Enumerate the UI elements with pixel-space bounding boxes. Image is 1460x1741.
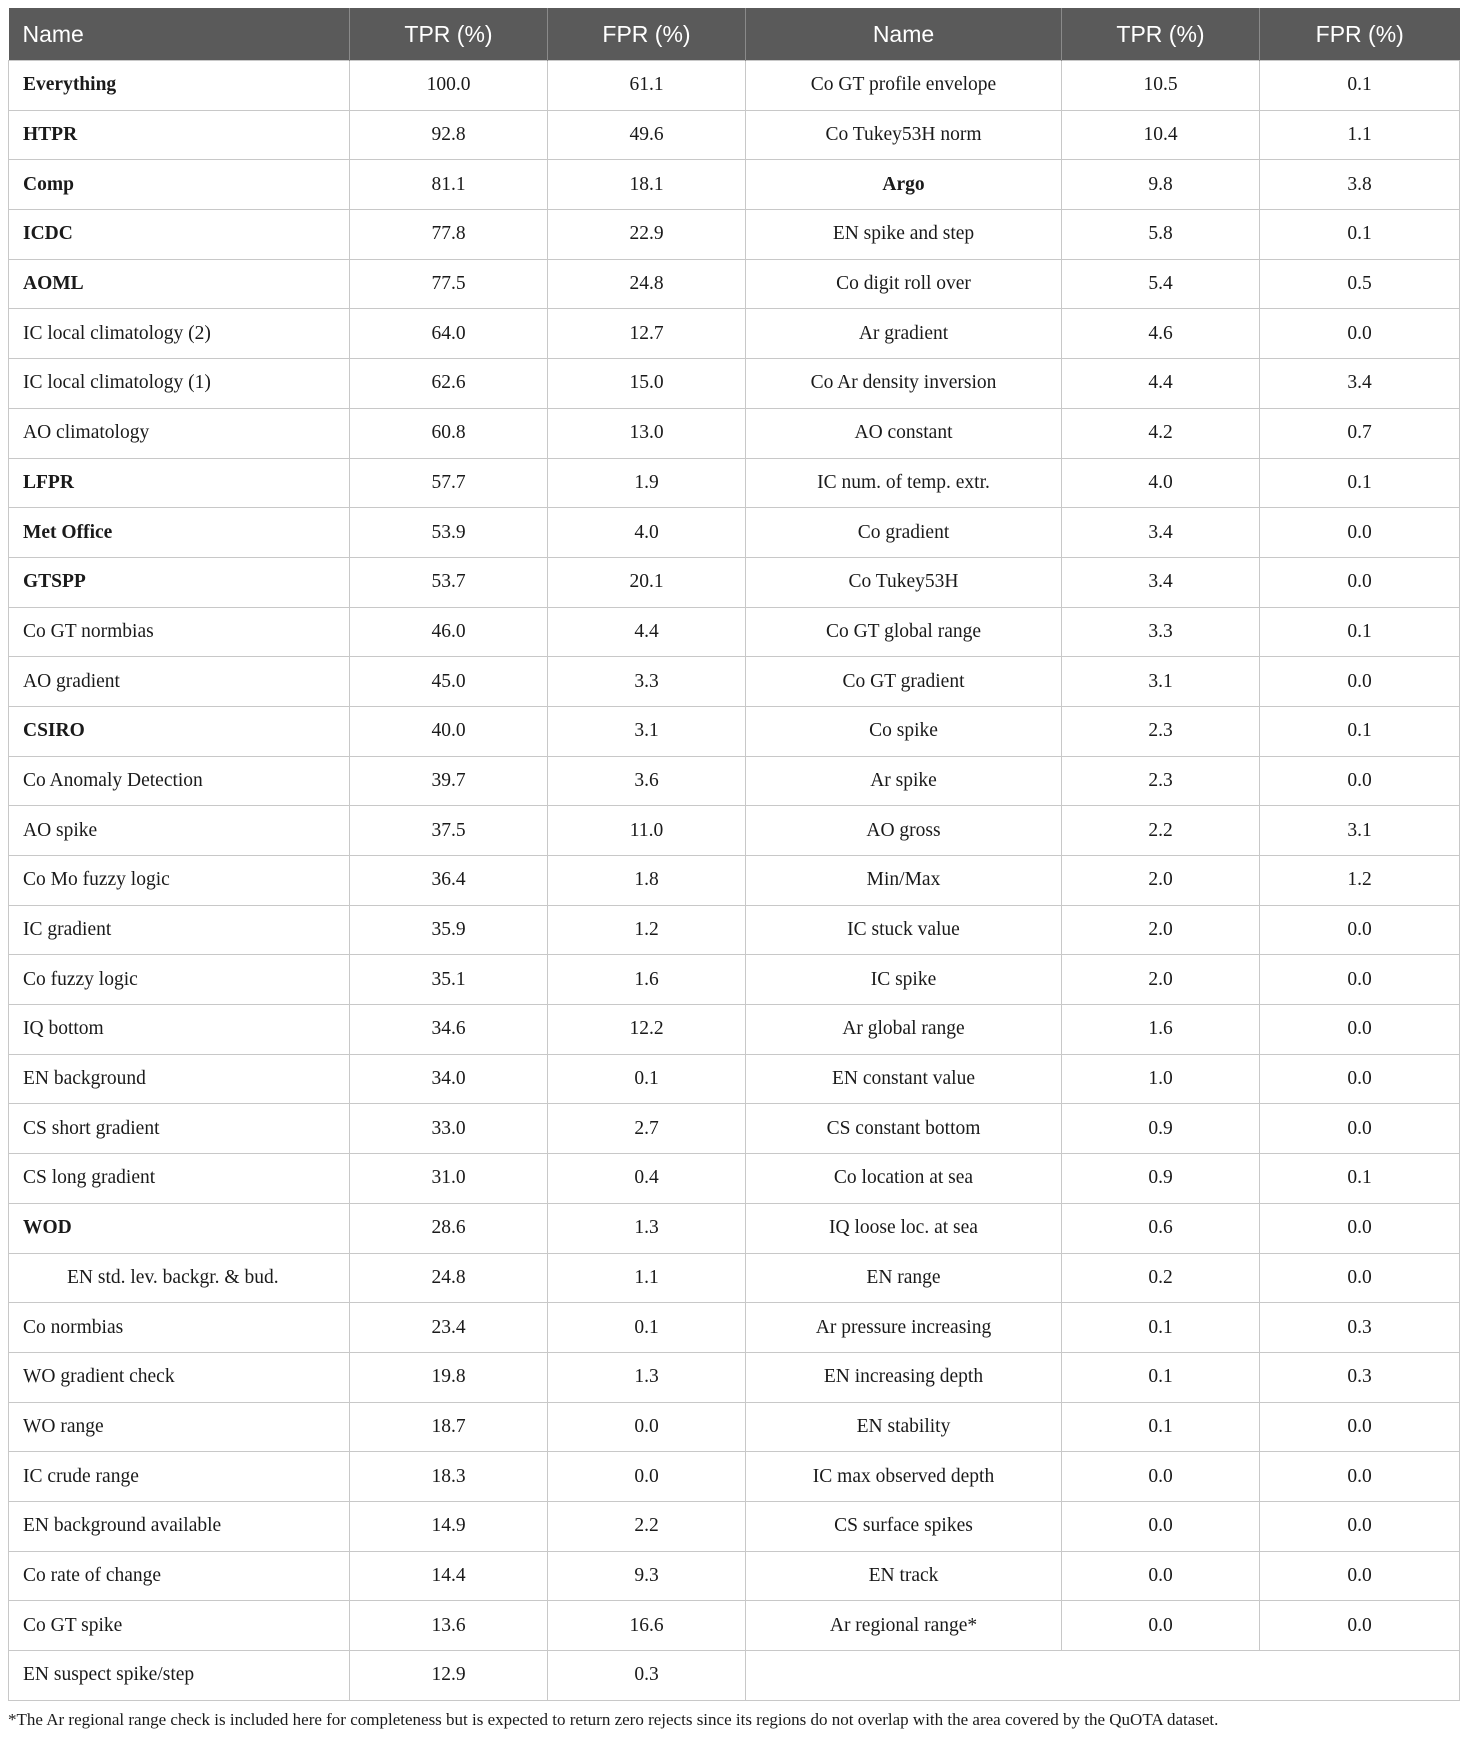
left-fpr-value: 15.0 (548, 359, 746, 409)
left-check-name: HTPR (9, 110, 350, 160)
right-fpr-value: 0.1 (1260, 458, 1460, 508)
right-tpr-value: 2.0 (1062, 856, 1260, 906)
left-fpr-value: 0.3 (548, 1651, 746, 1701)
right-tpr-value: 10.4 (1062, 110, 1260, 160)
table-row (9, 1551, 1460, 1601)
header-name-right: Name (746, 8, 1062, 61)
left-fpr-value: 4.0 (548, 508, 746, 558)
table-row (9, 1501, 1460, 1551)
left-tpr-value: 46.0 (350, 607, 548, 657)
right-fpr-value: 0.0 (1260, 1253, 1460, 1303)
left-tpr-value: 53.9 (350, 508, 548, 558)
left-check-name: Co Mo fuzzy logic (9, 856, 350, 906)
right-check-name: Ar regional range* (746, 1601, 1062, 1651)
left-tpr-value: 35.1 (350, 955, 548, 1005)
left-fpr-value: 61.1 (548, 61, 746, 111)
left-check-name: IC local climatology (2) (9, 309, 350, 359)
right-tpr-value: 2.0 (1062, 955, 1260, 1005)
right-check-name: IC spike (746, 955, 1062, 1005)
right-check-name: Ar gradient (746, 309, 1062, 359)
table-row (9, 110, 1460, 160)
left-check-name: Co Anomaly Detection (9, 756, 350, 806)
left-tpr-value: 36.4 (350, 856, 548, 906)
table-row (9, 1253, 1460, 1303)
right-check-name: Co GT gradient (746, 657, 1062, 707)
left-tpr-value: 33.0 (350, 1104, 548, 1154)
left-check-name: Co GT spike (9, 1601, 350, 1651)
left-check-name: Co normbias (9, 1303, 350, 1353)
left-tpr-value: 18.7 (350, 1402, 548, 1452)
left-check-name: Co GT normbias (9, 607, 350, 657)
right-check-name: Co location at sea (746, 1154, 1062, 1204)
right-check-name: CS surface spikes (746, 1501, 1062, 1551)
left-check-name: CS short gradient (9, 1104, 350, 1154)
right-tpr-value: 0.9 (1062, 1104, 1260, 1154)
right-fpr-value: 0.0 (1260, 309, 1460, 359)
left-fpr-value: 18.1 (548, 160, 746, 210)
right-fpr-value: 0.1 (1260, 706, 1460, 756)
right-fpr-value: 0.1 (1260, 1154, 1460, 1204)
right-tpr-value: 3.1 (1062, 657, 1260, 707)
left-fpr-value: 2.7 (548, 1104, 746, 1154)
right-check-name: Co digit roll over (746, 259, 1062, 309)
right-fpr-value: 0.0 (1260, 508, 1460, 558)
table-row (9, 309, 1460, 359)
left-fpr-value: 0.0 (548, 1402, 746, 1452)
left-tpr-value: 37.5 (350, 806, 548, 856)
left-fpr-value: 1.6 (548, 955, 746, 1005)
left-fpr-value: 12.2 (548, 1005, 746, 1055)
right-check-name: EN constant value (746, 1054, 1062, 1104)
left-check-name: EN suspect spike/step (9, 1651, 350, 1701)
right-fpr-value: 0.0 (1260, 1551, 1460, 1601)
left-tpr-value: 14.9 (350, 1501, 548, 1551)
right-check-name: IC max observed depth (746, 1452, 1062, 1502)
right-check-name: EN stability (746, 1402, 1062, 1452)
left-tpr-value: 23.4 (350, 1303, 548, 1353)
right-tpr-value: 2.2 (1062, 806, 1260, 856)
table-row (9, 1402, 1460, 1452)
table-row (9, 557, 1460, 607)
right-fpr-value: 1.2 (1260, 856, 1460, 906)
left-tpr-value: 40.0 (350, 706, 548, 756)
header-row (9, 8, 1460, 61)
right-fpr-value: 0.5 (1260, 259, 1460, 309)
left-check-name: EN std. lev. backgr. & bud. (9, 1253, 350, 1303)
right-tpr-value: 4.4 (1062, 359, 1260, 409)
left-fpr-value: 1.2 (548, 905, 746, 955)
right-check-name: IC stuck value (746, 905, 1062, 955)
table-row (9, 1352, 1460, 1402)
left-fpr-value: 1.1 (548, 1253, 746, 1303)
right-fpr-value: 0.1 (1260, 61, 1460, 111)
table-header (9, 8, 1460, 61)
left-fpr-value: 0.1 (548, 1054, 746, 1104)
right-fpr-value: 3.8 (1260, 160, 1460, 210)
left-tpr-value: 92.8 (350, 110, 548, 160)
results-table-container (8, 8, 1459, 1701)
right-check-name: Co gradient (746, 508, 1062, 558)
left-check-name: IC crude range (9, 1452, 350, 1502)
left-fpr-value: 1.3 (548, 1352, 746, 1402)
right-tpr-value: 2.3 (1062, 756, 1260, 806)
left-tpr-value: 34.6 (350, 1005, 548, 1055)
left-fpr-value: 3.3 (548, 657, 746, 707)
right-tpr-value: 3.3 (1062, 607, 1260, 657)
table-row (9, 160, 1460, 210)
left-fpr-value: 3.1 (548, 706, 746, 756)
left-fpr-value: 0.1 (548, 1303, 746, 1353)
left-check-name: AO spike (9, 806, 350, 856)
right-tpr-value: 3.4 (1062, 508, 1260, 558)
right-fpr-value: 0.1 (1260, 607, 1460, 657)
left-check-name: AOML (9, 259, 350, 309)
left-tpr-value: 19.8 (350, 1352, 548, 1402)
right-tpr-value: 3.4 (1062, 557, 1260, 607)
table-row (9, 61, 1460, 111)
right-check-name: IC num. of temp. extr. (746, 458, 1062, 508)
table-row (9, 210, 1460, 260)
right-fpr-value: 0.0 (1260, 1203, 1460, 1253)
right-tpr-value: 10.5 (1062, 61, 1260, 111)
right-tpr-value: 0.0 (1062, 1601, 1260, 1651)
left-check-name: WOD (9, 1203, 350, 1253)
right-check-name: Co Tukey53H (746, 557, 1062, 607)
left-check-name: CS long gradient (9, 1154, 350, 1204)
left-fpr-value: 49.6 (548, 110, 746, 160)
left-tpr-value: 64.0 (350, 309, 548, 359)
empty-cell (746, 1651, 1460, 1701)
right-tpr-value: 5.4 (1062, 259, 1260, 309)
left-tpr-value: 35.9 (350, 905, 548, 955)
left-fpr-value: 20.1 (548, 557, 746, 607)
right-fpr-value: 0.0 (1260, 905, 1460, 955)
right-check-name: Ar global range (746, 1005, 1062, 1055)
right-fpr-value: 0.0 (1260, 557, 1460, 607)
table-row (9, 657, 1460, 707)
left-tpr-value: 53.7 (350, 557, 548, 607)
table-row (9, 1054, 1460, 1104)
left-check-name: Met Office (9, 508, 350, 558)
left-fpr-value: 2.2 (548, 1501, 746, 1551)
right-fpr-value: 0.0 (1260, 756, 1460, 806)
left-check-name: IC local climatology (1) (9, 359, 350, 409)
right-fpr-value: 0.0 (1260, 1402, 1460, 1452)
table-footnote: *The Ar regional range check is included here for completeness but is expected to return zero rejects since its regions do not overlap with the area covered by the QuOTA dataset. (8, 1710, 1219, 1729)
right-tpr-value: 4.6 (1062, 309, 1260, 359)
right-tpr-value: 0.2 (1062, 1253, 1260, 1303)
left-fpr-value: 3.6 (548, 756, 746, 806)
table-body (9, 61, 1460, 1701)
right-check-name: Ar spike (746, 756, 1062, 806)
right-tpr-value: 1.6 (1062, 1005, 1260, 1055)
left-tpr-value: 18.3 (350, 1452, 548, 1502)
right-fpr-value: 1.1 (1260, 110, 1460, 160)
left-tpr-value: 31.0 (350, 1154, 548, 1204)
right-check-name: AO gross (746, 806, 1062, 856)
table-row (9, 1651, 1460, 1701)
table-row (9, 1154, 1460, 1204)
left-tpr-value: 100.0 (350, 61, 548, 111)
header-fpr-right: FPR (%) (1260, 8, 1460, 61)
left-check-name: Co rate of change (9, 1551, 350, 1601)
right-check-name: Co GT profile envelope (746, 61, 1062, 111)
right-fpr-value: 0.0 (1260, 1005, 1460, 1055)
left-fpr-value: 0.0 (548, 1452, 746, 1502)
right-fpr-value: 0.7 (1260, 408, 1460, 458)
right-fpr-value: 0.0 (1260, 1601, 1460, 1651)
right-tpr-value: 0.6 (1062, 1203, 1260, 1253)
left-fpr-value: 0.4 (548, 1154, 746, 1204)
right-check-name: Co spike (746, 706, 1062, 756)
right-check-name: Co GT global range (746, 607, 1062, 657)
right-fpr-value: 0.0 (1260, 1104, 1460, 1154)
header-tpr-left: TPR (%) (350, 8, 548, 61)
qc-results-table (8, 8, 1460, 1701)
left-check-name: Comp (9, 160, 350, 210)
right-tpr-value: 0.0 (1062, 1452, 1260, 1502)
left-tpr-value: 62.6 (350, 359, 548, 409)
left-check-name: WO range (9, 1402, 350, 1452)
right-tpr-value: 0.0 (1062, 1551, 1260, 1601)
right-check-name: EN track (746, 1551, 1062, 1601)
left-fpr-value: 12.7 (548, 309, 746, 359)
right-tpr-value: 0.1 (1062, 1303, 1260, 1353)
table-row (9, 607, 1460, 657)
right-fpr-value: 0.3 (1260, 1303, 1460, 1353)
left-check-name: CSIRO (9, 706, 350, 756)
left-check-name: WO gradient check (9, 1352, 350, 1402)
left-check-name: Co fuzzy logic (9, 955, 350, 1005)
table-row (9, 1452, 1460, 1502)
left-check-name: AO climatology (9, 408, 350, 458)
left-tpr-value: 14.4 (350, 1551, 548, 1601)
table-row (9, 359, 1460, 409)
left-check-name: IC gradient (9, 905, 350, 955)
table-row (9, 259, 1460, 309)
right-check-name: Argo (746, 160, 1062, 210)
header-name-left: Name (9, 8, 350, 61)
header-tpr-right: TPR (%) (1062, 8, 1260, 61)
table-row (9, 955, 1460, 1005)
left-tpr-value: 28.6 (350, 1203, 548, 1253)
right-check-name: Co Ar density inversion (746, 359, 1062, 409)
left-check-name: EN background (9, 1054, 350, 1104)
left-fpr-value: 9.3 (548, 1551, 746, 1601)
left-tpr-value: 57.7 (350, 458, 548, 508)
left-tpr-value: 45.0 (350, 657, 548, 707)
table-row (9, 756, 1460, 806)
right-tpr-value: 0.0 (1062, 1501, 1260, 1551)
right-check-name: CS constant bottom (746, 1104, 1062, 1154)
right-tpr-value: 0.1 (1062, 1402, 1260, 1452)
table-row (9, 1005, 1460, 1055)
right-tpr-value: 0.1 (1062, 1352, 1260, 1402)
right-check-name: IQ loose loc. at sea (746, 1203, 1062, 1253)
left-fpr-value: 22.9 (548, 210, 746, 260)
right-fpr-value: 0.1 (1260, 210, 1460, 260)
table-row (9, 806, 1460, 856)
right-check-name: Ar pressure increasing (746, 1303, 1062, 1353)
left-check-name: AO gradient (9, 657, 350, 707)
right-fpr-value: 0.0 (1260, 657, 1460, 707)
left-fpr-value: 4.4 (548, 607, 746, 657)
right-tpr-value: 2.3 (1062, 706, 1260, 756)
table-row (9, 905, 1460, 955)
right-tpr-value: 2.0 (1062, 905, 1260, 955)
left-fpr-value: 11.0 (548, 806, 746, 856)
right-check-name: EN spike and step (746, 210, 1062, 260)
right-fpr-value: 3.1 (1260, 806, 1460, 856)
left-fpr-value: 13.0 (548, 408, 746, 458)
right-fpr-value: 3.4 (1260, 359, 1460, 409)
right-check-name: AO constant (746, 408, 1062, 458)
right-fpr-value: 0.0 (1260, 955, 1460, 1005)
header-fpr-left: FPR (%) (548, 8, 746, 61)
right-fpr-value: 0.0 (1260, 1054, 1460, 1104)
right-fpr-value: 0.0 (1260, 1452, 1460, 1502)
right-fpr-value: 0.3 (1260, 1352, 1460, 1402)
right-tpr-value: 9.8 (1062, 160, 1260, 210)
right-check-name: Min/Max (746, 856, 1062, 906)
left-fpr-value: 1.9 (548, 458, 746, 508)
left-fpr-value: 16.6 (548, 1601, 746, 1651)
left-tpr-value: 13.6 (350, 1601, 548, 1651)
left-check-name: ICDC (9, 210, 350, 260)
left-fpr-value: 24.8 (548, 259, 746, 309)
table-row (9, 856, 1460, 906)
table-row (9, 1104, 1460, 1154)
left-check-name: EN background available (9, 1501, 350, 1551)
left-tpr-value: 60.8 (350, 408, 548, 458)
right-tpr-value: 1.0 (1062, 1054, 1260, 1104)
table-row (9, 508, 1460, 558)
table-row (9, 458, 1460, 508)
left-tpr-value: 77.5 (350, 259, 548, 309)
right-tpr-value: 0.9 (1062, 1154, 1260, 1204)
left-tpr-value: 34.0 (350, 1054, 548, 1104)
left-tpr-value: 81.1 (350, 160, 548, 210)
right-fpr-value: 0.0 (1260, 1501, 1460, 1551)
right-tpr-value: 5.8 (1062, 210, 1260, 260)
table-row (9, 706, 1460, 756)
right-tpr-value: 4.2 (1062, 408, 1260, 458)
left-check-name: GTSPP (9, 557, 350, 607)
left-fpr-value: 1.3 (548, 1203, 746, 1253)
left-tpr-value: 39.7 (350, 756, 548, 806)
table-row (9, 1203, 1460, 1253)
left-check-name: LFPR (9, 458, 350, 508)
table-row (9, 1303, 1460, 1353)
right-tpr-value: 4.0 (1062, 458, 1260, 508)
left-tpr-value: 24.8 (350, 1253, 548, 1303)
right-check-name: Co Tukey53H norm (746, 110, 1062, 160)
left-fpr-value: 1.8 (548, 856, 746, 906)
left-tpr-value: 77.8 (350, 210, 548, 260)
left-check-name: IQ bottom (9, 1005, 350, 1055)
right-check-name: EN range (746, 1253, 1062, 1303)
table-row (9, 1601, 1460, 1651)
left-check-name: Everything (9, 61, 350, 111)
left-tpr-value: 12.9 (350, 1651, 548, 1701)
table-row (9, 408, 1460, 458)
right-check-name: EN increasing depth (746, 1352, 1062, 1402)
